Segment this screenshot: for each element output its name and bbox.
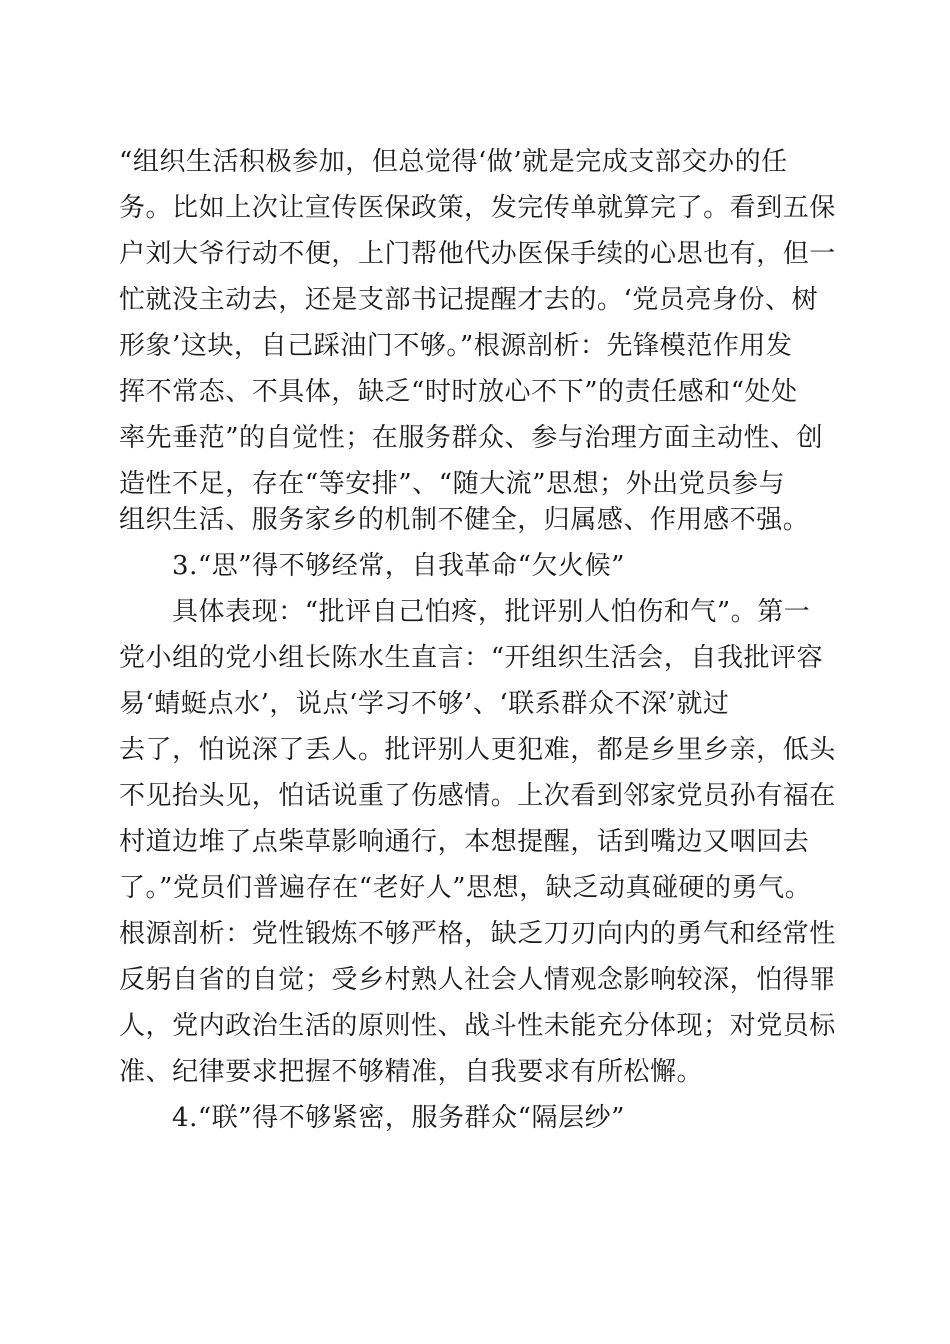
- body-text-line: 人，党内政治生活的原则性、战斗性未能充分体现；对党员标: [119, 1011, 836, 1041]
- body-text-line: 造性不足，存在“等安排”、“随大流”思想；外出党员参与: [119, 469, 786, 499]
- body-text-line: 准、纪律要求把握不够精准，自我要求有所松懈。: [119, 1057, 704, 1087]
- body-text-line: 根源剖析：党性锻炼不够严格，缺乏刀刃向内的勇气和经常性: [119, 919, 836, 949]
- body-text-line: 去了，怕说深了丢人。批评别人更犯难，都是乡里乡亲，低头: [119, 735, 836, 765]
- body-text-line: 了。”党员们普遍存在“老好人”思想，缺乏动真碰硬的勇气。: [119, 873, 812, 903]
- section-heading-4: 4.“联”得不够紧密，服务群众“隔层纱”: [172, 1103, 625, 1133]
- body-text-line: 忙就没主动去，还是支部书记提醒才去的。‘党员亮身份、树: [119, 285, 819, 315]
- body-text-line: 反躬自省的自觉；受乡村熟人社会人情观念影响较深，怕得罪: [119, 965, 836, 995]
- body-text-line: 务。比如上次让宣传医保政策，发完传单就算完了。看到五保: [119, 193, 836, 223]
- body-text-line: “组织生活积极参加，但总觉得‘做’就是完成支部交办的任: [119, 147, 788, 177]
- body-text-line: 户刘大爷行动不便，上门帮他代办医保手续的心思也有，但一: [119, 239, 836, 269]
- body-text-line: 形象’这块，自己踩油门不够。”根源剖析：先锋模范作用发: [119, 331, 793, 361]
- section-heading-3: 3.“思”得不够经常，自我革命“欠火候”: [172, 551, 625, 581]
- body-text-line: 易‘蜻蜓点水’，说点‘学习不够’、‘联系群众不深’就过: [119, 689, 730, 719]
- body-text-line: 党小组的党小组长陈水生直言：“开组织生活会，自我批评容: [119, 643, 824, 673]
- paragraph-first-line: 具体表现：“批评自己怕疼，批评别人怕伤和气”。第一: [172, 597, 811, 627]
- body-text-line: 率先垂范”的自觉性；在服务群众、参与治理方面主动性、创: [119, 423, 824, 453]
- body-text-line: 村道边堆了点柴草影响通行，本想提醒，话到嘴边又咽回去: [119, 827, 810, 857]
- body-text-line: 不见抬头见，怕话说重了伤感情。上次看到邻家党员孙有福在: [119, 781, 836, 811]
- body-text-line: 挥不常态、不具体，缺乏“时时放心不下”的责任感和“处处: [119, 377, 798, 407]
- body-text-line: 组织生活、服务家乡的机制不健全，归属感、作用感不强。: [119, 505, 810, 535]
